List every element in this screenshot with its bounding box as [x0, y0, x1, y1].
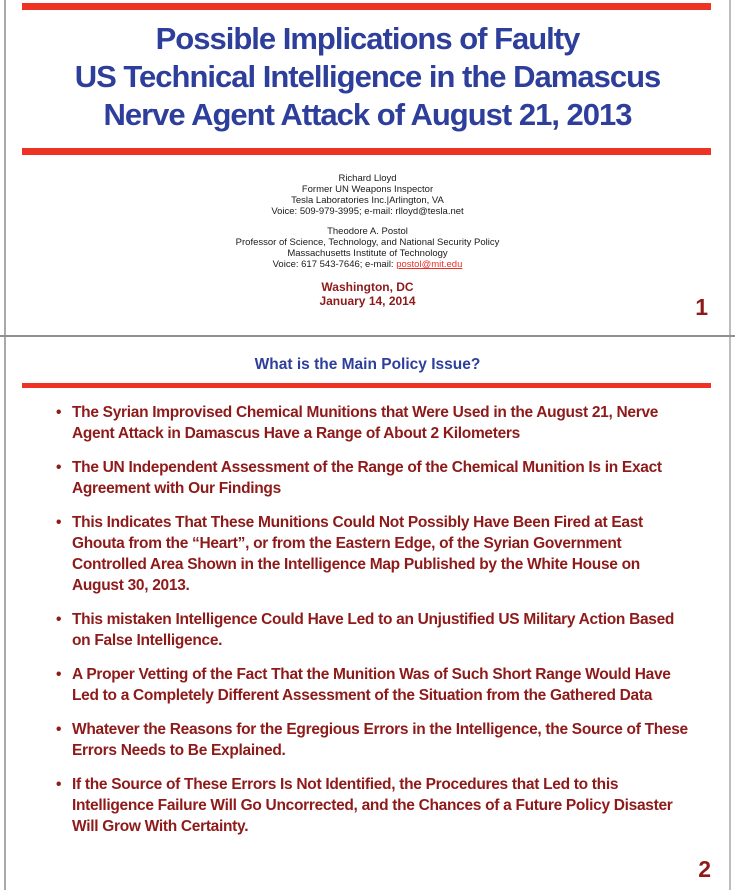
date-text: January 14, 2014	[319, 294, 416, 308]
title-line-3: Nerve Agent Attack of August 21, 2013	[103, 97, 632, 132]
author2-contact-prefix: Voice: 617 543-7646; e-mail:	[272, 259, 397, 270]
author2-contact	[0, 259, 735, 270]
title-line-1: Possible Implications of Faulty	[155, 21, 580, 56]
email-link[interactable]: postol@mit.edu	[396, 259, 463, 270]
bullet-item-5: • A Proper Vetting of the Fact That the Munition Was of Such Short Range Would Have Led to a Completely Different Assessment of the Situation from the Gathered Data	[72, 664, 693, 706]
title-line-2: US Technical Intelligence in the Damascus	[74, 59, 661, 94]
slide2-heading: What is the Main Policy Issue?	[254, 356, 481, 373]
page-number-2: 2	[698, 856, 711, 882]
author2-role: Professor of Science, Technology, and National Security Policy	[235, 237, 500, 248]
top-red-rule	[22, 3, 711, 10]
author1-org: Tesla Laboratories Inc.|Arlington, VA	[291, 195, 444, 206]
author2-name: Theodore A. Postol	[327, 226, 408, 237]
author1-role: Former UN Weapons Inspector	[301, 184, 434, 195]
author-credits	[0, 173, 735, 308]
policy-bullet-list	[0, 402, 735, 850]
page-boundary-divider	[0, 335, 735, 337]
title-underline-red-rule	[22, 148, 711, 155]
bullet-item-4: • This mistaken Intelligence Could Have Led to an Unjustified US Military Action Based on False Intelligence.	[72, 609, 693, 651]
author-block-lloyd	[0, 173, 735, 217]
heading-underline-red-rule	[22, 383, 711, 388]
location-date-block	[0, 280, 735, 308]
author2-org: Massachusetts Institute of Technology	[287, 248, 448, 259]
page-number-1: 1	[695, 294, 708, 320]
bullet-item-2: • The UN Independent Assessment of the Range of the Chemical Munition Is in Exact Agreement with Our Findings	[72, 457, 693, 499]
bullet-item-6: • Whatever the Reasons for the Egregious Errors in the Intelligence, the Source of These Errors Needs to Be Explained.	[72, 719, 693, 761]
bullet-item-7: • If the Source of These Errors Is Not Identified, the Procedures that Led to this Intelligence Failure Will Go Uncorrected, and the Chances of a Future Policy Disaster Will Grow With Certainty.	[72, 774, 693, 837]
slide-title	[25, 20, 710, 134]
author1-name: Richard Lloyd	[338, 173, 397, 184]
author-block-postol	[0, 226, 735, 270]
author1-contact: Voice: 509-979-3995; e-mail: rlloyd@tesla.net	[271, 206, 464, 217]
bullet-item-3: • This Indicates That These Munitions Could Not Possibly Have Been Fired at East Ghouta from the “Heart”, or from the Eastern Edge, of the Syrian Government Controlled Area Shown in the Intelligence Map Published by the White House on August 30, 2013.	[72, 512, 693, 596]
location-text: Washington, DC	[321, 280, 414, 294]
bullet-item-1: • The Syrian Improvised Chemical Munitions that Were Used in the August 21, Nerve Agent Attack in Damascus Have a Range of About 2 Kilometers	[72, 402, 693, 444]
